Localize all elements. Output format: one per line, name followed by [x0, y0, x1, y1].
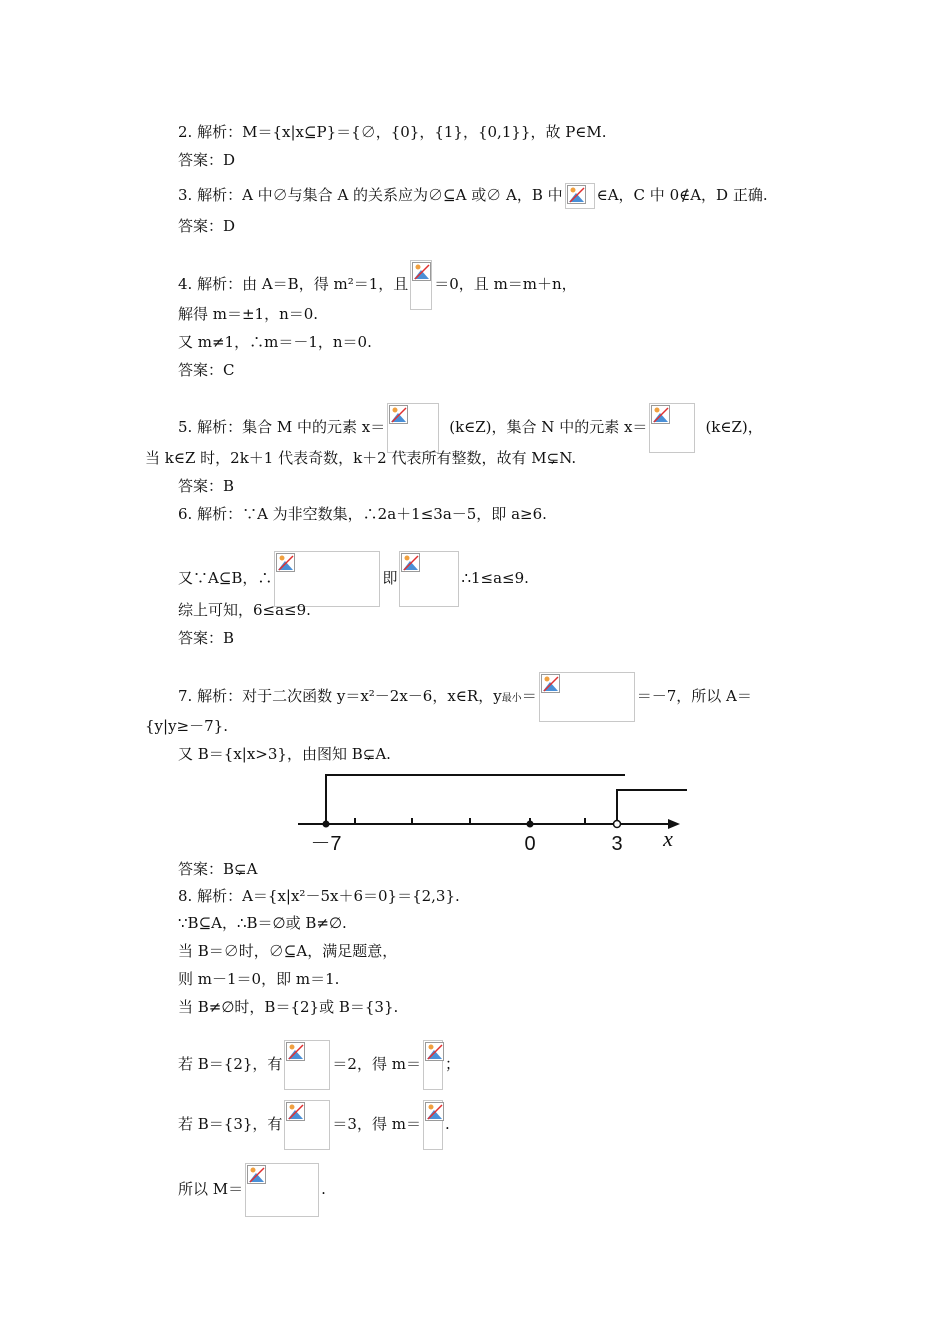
q4-line: [178, 260, 577, 310]
image-placeholder-icon: [399, 551, 459, 607]
q7-line: [178, 672, 752, 722]
q5-line-2: 当 k∈Z 时，2k＋1 代表奇数，k＋2 代表所有整数，故有 M⊊N.: [145, 449, 577, 467]
image-placeholder-icon: [387, 403, 439, 453]
q4-answer: 答案：C: [178, 361, 235, 379]
q6-line-1: 6. 解析：∵A 为非空数集，∴2a＋1≤3a－5，即 a≥6.: [178, 505, 547, 523]
q8-line-8: [178, 1163, 326, 1217]
q8-text-6b: ＝2，得 m＝: [332, 1055, 421, 1073]
q8-line-1: 8. 解析：A＝{x|x²－5x＋6＝0}＝{2,3}.: [178, 887, 460, 905]
q7-text-1: 7. 解析：对于二次函数 y＝x²－2x－6，x∈R，: [178, 687, 494, 705]
label-neg7: －7: [310, 833, 342, 855]
q6-line-3: 综上可知，6≤a≤9.: [178, 601, 311, 619]
image-placeholder-icon: [274, 551, 380, 607]
q4-line-3: 又 m≠1，∴m＝－1，n＝0.: [178, 333, 372, 351]
q7-line-3: 又 B＝{x|x>3}，由图知 B⊊A.: [178, 745, 391, 763]
q7-text-2: ＝－7，所以 A＝: [636, 687, 752, 705]
q8-line-7: [178, 1100, 450, 1150]
q8-line-3: 当 B＝∅时，∅⊆A，满足题意，: [178, 942, 398, 960]
q5-line: [178, 403, 763, 453]
q8-text-8a: 所以 M＝: [178, 1180, 244, 1198]
q2-line: 2. 解析：M＝{x|x⊆P}＝{∅，{0}，{1}，{0,1}}，故 P∈M.: [178, 123, 607, 141]
label-x: x: [663, 826, 673, 851]
q8-text-6c: ；: [444, 1055, 460, 1073]
q4-text-1: 4. 解析：由 A＝B，得 m²＝1，且: [178, 275, 409, 293]
open-point-3: [614, 821, 621, 828]
number-line-figure: [290, 768, 700, 856]
q8-line-4: 则 m－1＝0，即 m＝1.: [178, 970, 340, 988]
image-placeholder-icon: [423, 1100, 443, 1150]
q3-text-2: ∈A，C 中 0∉A，D 正确.: [596, 186, 768, 204]
image-placeholder-icon: [410, 260, 432, 310]
image-placeholder-icon: [423, 1040, 443, 1090]
q8-line-5: 当 B≠∅时，B＝{2}或 B＝{3}.: [178, 998, 399, 1016]
set-B-bracket: [617, 790, 687, 824]
set-A-bracket: [326, 775, 625, 824]
q3-text-1: 3. 解析：A 中∅与集合 A 的关系应为∅⊆A 或∅ A，B 中: [178, 186, 563, 204]
image-placeholder-icon: [565, 183, 595, 209]
q5-answer: 答案：B: [178, 477, 235, 495]
q8-text-7b: ＝3，得 m＝: [332, 1115, 421, 1133]
image-placeholder-icon: [649, 403, 695, 453]
q8-text-6a: 若 B＝{2}，有: [178, 1055, 283, 1073]
q8-text-7a: 若 B＝{3}，有: [178, 1115, 283, 1133]
label-three: 3: [611, 833, 623, 855]
q5-text-1: 5. 解析：集合 M 中的元素 x＝: [178, 418, 386, 436]
q6-text-3: ∴1≤a≤9.: [461, 569, 529, 587]
label-zero: 0: [524, 833, 536, 855]
q8-text-8b: .: [321, 1180, 326, 1198]
image-placeholder-icon: [284, 1040, 330, 1090]
q7-answer: 答案：B⊊A: [178, 860, 258, 878]
image-placeholder-icon: [245, 1163, 319, 1217]
q4-line-2: 解得 m＝±1，n＝0.: [178, 305, 319, 323]
q8-line-6: [178, 1040, 460, 1090]
q7-line-2: {y|y≥－7}.: [145, 717, 228, 735]
q3-answer: 答案：D: [178, 217, 236, 235]
image-placeholder-icon: [539, 672, 635, 722]
q8-text-7c: .: [444, 1115, 450, 1133]
q6-answer: 答案：B: [178, 629, 235, 647]
q3-line: [178, 183, 768, 209]
q4-text-2: ＝0，且 m＝m＋n，: [434, 275, 577, 293]
q8-line-2: ∵B⊆A，∴B＝∅或 B≠∅.: [178, 914, 347, 932]
image-placeholder-icon: [284, 1100, 330, 1150]
q6-text-1: 又∵A⊆B，∴: [178, 569, 273, 587]
q6-line-2: [178, 551, 529, 607]
q7-ymin: y最小＝: [493, 687, 537, 705]
q5-text-3: (k∈Z)，: [705, 418, 763, 436]
q5-text-2: (k∈Z)，集合 N 中的元素 x＝: [449, 418, 648, 436]
q2-answer: 答案：D: [178, 151, 236, 169]
closed-point-neg7: [323, 821, 330, 828]
point-zero: [527, 821, 534, 828]
q6-text-2: 即: [382, 569, 398, 587]
